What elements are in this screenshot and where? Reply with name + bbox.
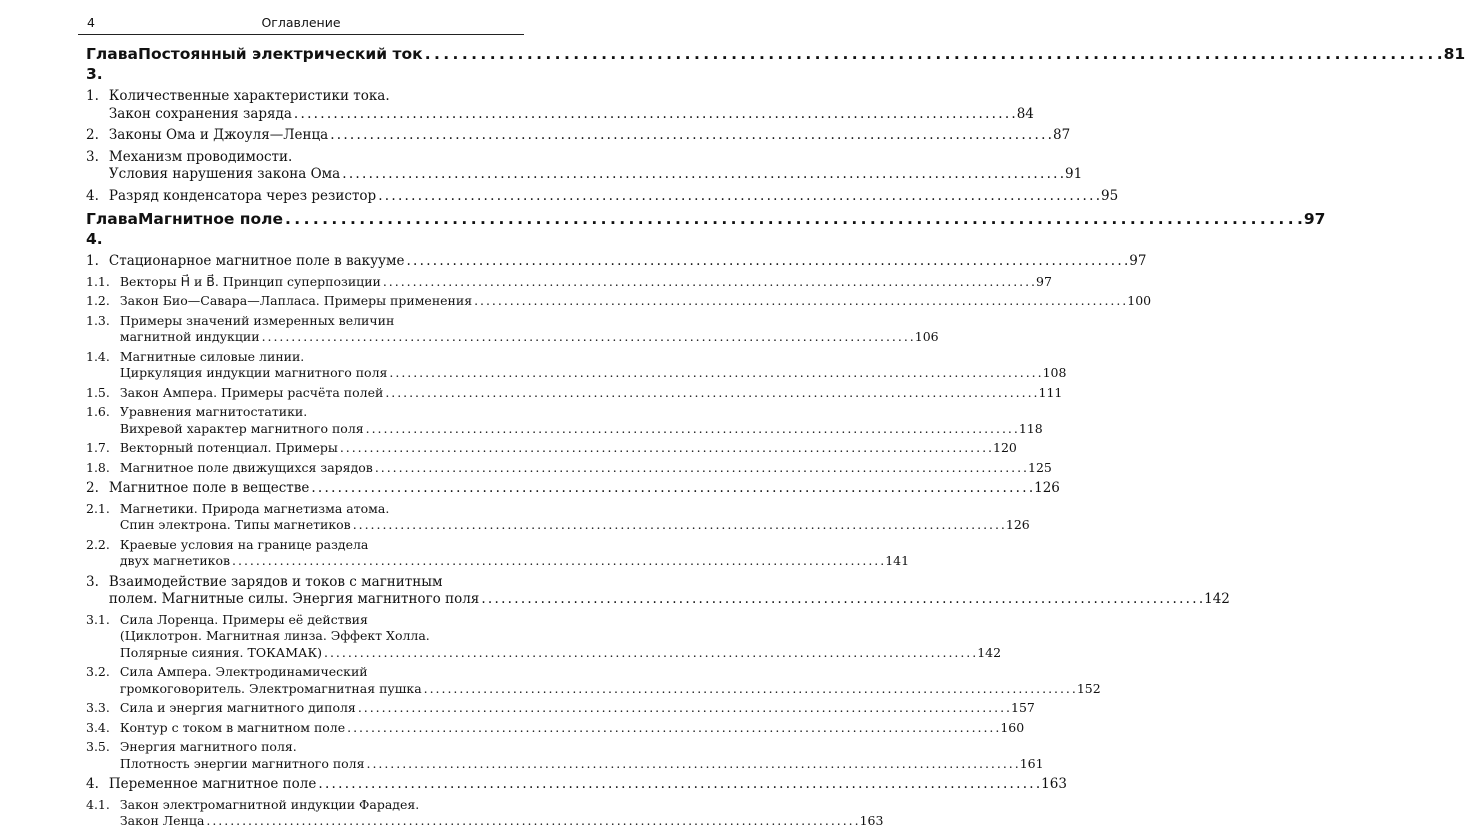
- toc-page-number: 125: [1028, 459, 1052, 475]
- toc-subsection: [86, 664, 1101, 697]
- toc-page-number: 126: [1005, 517, 1030, 532]
- toc-title: Закон Ленца: [119, 813, 205, 828]
- toc-page-number: 142: [977, 644, 1002, 660]
- toc-title: Плотность энергии магнитного поля: [119, 755, 365, 771]
- toc-title: Количественные характеристики тока.: [108, 88, 390, 104]
- toc-chapter: [86, 209, 1326, 249]
- toc-title: Спин электрона. Типы магнетиков: [119, 517, 351, 532]
- toc-section: [86, 776, 1067, 794]
- toc-subsection: [86, 719, 1025, 737]
- toc-title: Магнитное поле движущихся зарядов: [119, 459, 373, 475]
- dot-leader: [262, 329, 913, 346]
- toc-number: 3.: [86, 573, 99, 590]
- toc-title: Механизм проводимости.: [108, 148, 293, 165]
- dot-leader: [206, 813, 857, 830]
- toc-number: 4.: [86, 187, 99, 204]
- dot-leader: [330, 127, 1051, 145]
- toc-page-number: 81: [1443, 45, 1465, 63]
- dot-leader: [406, 253, 1127, 271]
- toc-subsection: [86, 440, 1017, 457]
- toc-subsection: [86, 404, 1043, 437]
- toc-section: [86, 127, 1071, 145]
- dot-leader: [358, 700, 1009, 717]
- toc-title: Краевые условия на границе раздела: [119, 536, 369, 552]
- dot-leader: [474, 293, 1125, 310]
- toc-number: 1.7.: [86, 440, 110, 455]
- toc-section: [86, 187, 1119, 206]
- toc-title: Законы Ома и Джоуля—Ленца: [108, 127, 329, 143]
- toc-section: [86, 480, 1060, 498]
- toc-number: 3.4.: [86, 719, 110, 735]
- dot-leader: [285, 209, 1302, 229]
- toc-page-number: 97: [1303, 210, 1326, 228]
- toc-subsection: [86, 536, 910, 570]
- running-header: [78, 14, 524, 35]
- toc-title: Векторный потенциал. Примеры: [119, 440, 338, 455]
- toc-page-number: 142: [1204, 591, 1230, 607]
- dot-leader: [347, 720, 998, 737]
- toc-number: 1.8.: [86, 459, 110, 475]
- dot-leader: [424, 681, 1075, 698]
- toc-page-number: 160: [1000, 719, 1025, 735]
- toc-page-number: 152: [1076, 680, 1101, 696]
- toc-number: 2.: [86, 127, 99, 143]
- toc-title: Примеры значений измеренных величин: [119, 312, 395, 328]
- toc-number: 3.5.: [86, 739, 110, 754]
- toc-subsection: [86, 700, 1035, 717]
- toc-page-number: 100: [1127, 293, 1152, 308]
- toc-page-number: 106: [914, 329, 939, 344]
- toc-page-number: 97: [1129, 253, 1147, 269]
- toc-title: Полярные сияния. ТОКАМАК): [119, 644, 323, 660]
- toc-subsection: [86, 312, 939, 346]
- toc-subsection: [86, 273, 1052, 291]
- toc-page-number: 141: [885, 553, 910, 568]
- toc-title: Сила и энергия магнитного диполя: [119, 700, 356, 715]
- dot-leader: [385, 385, 1036, 402]
- toc-page-number: 108: [1042, 365, 1067, 380]
- toc-number: 4.: [86, 776, 99, 792]
- toc-section: [86, 88, 1034, 123]
- toc-subsection: [86, 500, 1030, 534]
- toc-number: 1.2.: [86, 293, 110, 308]
- toc-page-number: 118: [1018, 420, 1043, 436]
- toc-number: 4.1.: [86, 796, 110, 812]
- toc-subsection: [86, 293, 1152, 310]
- toc-title: двух магнетиков: [119, 553, 231, 568]
- toc-number: 2.2.: [86, 536, 110, 552]
- toc-page-number: 91: [1065, 166, 1083, 182]
- toc-subsection: [86, 384, 1063, 402]
- toc-number: 3.3.: [86, 700, 110, 715]
- dot-leader: [389, 365, 1040, 382]
- toc-subsection: [86, 348, 1067, 382]
- dot-leader: [318, 776, 1039, 794]
- dot-leader: [367, 756, 1018, 773]
- toc-title: Магнетики. Природа магнетизма атома.: [119, 500, 390, 516]
- dot-leader: [342, 166, 1063, 184]
- toc-number: 1.4.: [86, 348, 110, 364]
- toc-title: Закон электромагнитной индукции Фарадея.: [119, 796, 420, 812]
- toc-title: Энергия магнитного поля.: [119, 739, 297, 754]
- toc-title: Циркуляция индукции магнитного поля: [119, 365, 388, 380]
- table-of-contents: [86, 40, 1465, 830]
- toc-title: Переменное магнитное поле: [108, 776, 317, 792]
- toc-title: Уравнения магнитостатики.: [119, 404, 308, 419]
- toc-title: Закон Ампера. Примеры расчёта полей: [119, 384, 384, 400]
- toc-number: 1.1.: [86, 273, 110, 289]
- toc-page-number: 163: [1041, 776, 1067, 792]
- toc-number: 3.: [86, 148, 99, 165]
- dot-leader: [425, 44, 1442, 64]
- toc-number: 1.6.: [86, 404, 110, 419]
- toc-title: Магнитное поле: [137, 210, 283, 228]
- dot-leader: [383, 274, 1034, 291]
- toc-title: Вихревой характер магнитного поля: [119, 420, 364, 436]
- toc-number: Глава 3.: [86, 45, 138, 83]
- toc-number: 1.3.: [86, 312, 110, 328]
- dot-leader: [324, 645, 975, 662]
- toc-number: 2.1.: [86, 500, 110, 516]
- toc-page-number: 97: [1036, 273, 1052, 289]
- toc-title: Разряд конденсатора через резистор: [108, 187, 377, 204]
- toc-title: Постоянный электрический ток: [137, 45, 423, 63]
- toc-page-number: 120: [993, 440, 1017, 455]
- toc-title: Магнитное поле в веществе: [108, 480, 310, 496]
- toc-title: полем. Магнитные силы. Энергия магнитного поля: [108, 591, 480, 607]
- toc-number: 1.: [86, 253, 99, 269]
- toc-subsection: [86, 796, 884, 830]
- toc-subsection: [86, 611, 1002, 662]
- dot-leader: [481, 591, 1202, 609]
- running-title: Оглавление: [261, 15, 341, 30]
- toc-title: Контур с током в магнитном поле: [119, 719, 346, 735]
- toc-title: Магнитные силовые линии.: [119, 348, 305, 364]
- toc-section: [86, 253, 1147, 271]
- toc-title: Закон Био—Савара—Лапласа. Примеры применения: [119, 293, 473, 308]
- toc-page-number: 95: [1101, 187, 1119, 204]
- toc-page-number: 163: [859, 813, 884, 828]
- toc-title: Сила Ампера. Электродинамический: [119, 664, 368, 679]
- toc-title: Взаимодействие зарядов и токов с магнитным: [108, 573, 443, 590]
- toc-title: Стационарное магнитное поле в вакууме: [108, 253, 405, 269]
- dot-leader: [378, 188, 1099, 206]
- toc-title: Сила Лоренца. Примеры её действия: [119, 611, 368, 627]
- toc-title: Закон сохранения заряда: [108, 105, 292, 122]
- toc-number: 1.5.: [86, 384, 110, 400]
- dot-leader: [340, 440, 991, 457]
- dot-leader: [232, 553, 883, 570]
- dot-leader: [375, 460, 1026, 477]
- dot-leader: [294, 106, 1015, 124]
- toc-number: Глава 4.: [86, 210, 138, 248]
- toc-chapter: [86, 44, 1465, 84]
- toc-number: 1.: [86, 88, 99, 104]
- toc-number: 3.1.: [86, 611, 110, 627]
- toc-title: магнитной индукции: [119, 329, 260, 344]
- toc-number: 3.2.: [86, 664, 110, 679]
- dot-leader: [311, 480, 1032, 498]
- toc-page-number: 157: [1011, 700, 1035, 715]
- toc-section: [86, 573, 1230, 609]
- toc-number: 2.: [86, 480, 99, 496]
- toc-title: (Циклотрон. Магнитная линза. Эффект Холла.: [119, 628, 430, 643]
- dot-leader: [353, 517, 1004, 534]
- toc-page-number: 161: [1019, 755, 1044, 771]
- toc-subsection: [86, 739, 1044, 772]
- toc-title: Векторы H⃗ и B⃗. Принцип суперпозиции: [119, 273, 381, 289]
- toc-page-number: 126: [1034, 480, 1060, 496]
- page-number: 4: [87, 15, 95, 30]
- toc-page-number: 87: [1052, 127, 1071, 143]
- toc-page-number: 84: [1016, 105, 1034, 122]
- toc-page-number: 111: [1038, 384, 1063, 400]
- dot-leader: [366, 421, 1017, 438]
- toc-title: Условия нарушения закона Ома: [108, 166, 341, 182]
- toc-title: громкоговоритель. Электромагнитная пушка: [119, 680, 422, 696]
- toc-section: [86, 148, 1083, 184]
- toc-subsection: [86, 459, 1052, 477]
